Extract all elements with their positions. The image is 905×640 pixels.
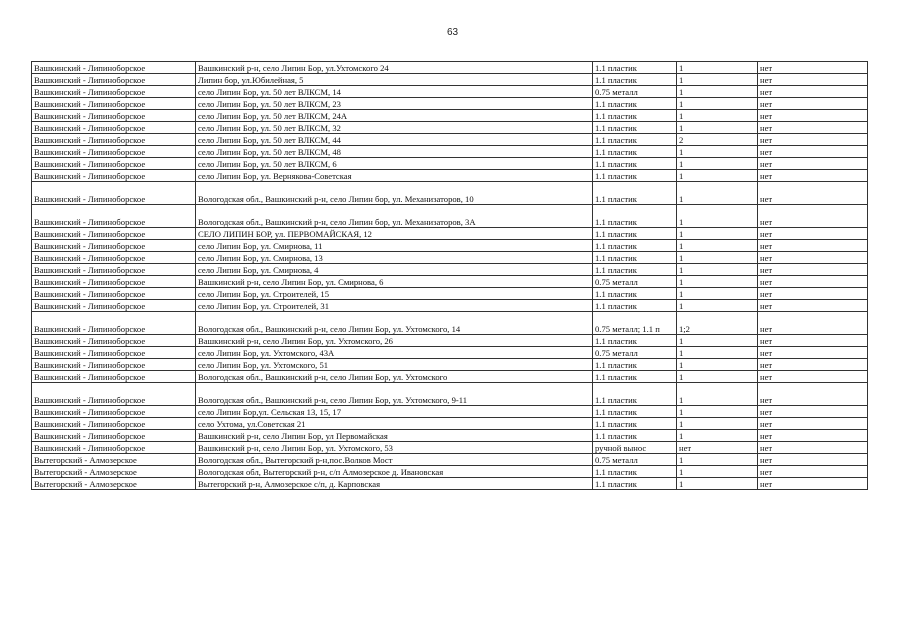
container-type-cell: 1.1 пластик [593,466,677,478]
container-type-cell: 1.1 пластик [593,228,677,240]
container-type-cell: 1.1 пластик [593,146,677,158]
container-type-cell: 1.1 пластик [593,406,677,418]
municipality-cell: Вашкинский - Липиноборское [32,430,196,442]
container-count-cell: 1 [677,288,758,300]
container-type-cell: 1.1 пластик [593,170,677,182]
container-count-cell: 2 [677,134,758,146]
address-cell: село Липин Бор, ул. Вернякова-Советская [196,170,593,182]
container-count-cell: 1 [677,359,758,371]
table-row [32,454,868,466]
container-count-cell: 1 [677,228,758,240]
municipality-cell: Вашкинский - Липиноборское [32,442,196,454]
flag-cell: нет [758,288,868,300]
container-type-cell: 1.1 пластик [593,98,677,110]
address-cell: Вашкинский р-н, село Липин Бор, ул. Смирнова, 6 [196,276,593,288]
address-cell: село Липин Бор, ул. Смирнова, 11 [196,240,593,252]
flag-cell: нет [758,86,868,98]
container-count-cell: 1 [677,98,758,110]
container-count-cell: 1 [677,347,758,359]
table-row [32,158,868,170]
table-row [32,170,868,182]
container-type-cell: 1.1 пластик [593,134,677,146]
table-row [32,122,868,134]
container-count-cell: 1 [677,430,758,442]
flag-cell: нет [758,98,868,110]
container-type-cell: 1.1 пластик [593,74,677,86]
flag-cell: нет [758,74,868,86]
municipality-cell: Вашкинский - Липиноборское [32,74,196,86]
address-cell: Вологодская обл., Вашкинский р-н, село Липин Бор, ул. Ухтомского, 14 [196,312,593,335]
table-row [32,300,868,312]
table-row [32,478,868,490]
address-cell: Вологодская обл, Вытегорский р-н, с/п Алмозерское д. Ивановская [196,466,593,478]
table-row [32,347,868,359]
container-count-cell: 1 [677,110,758,122]
address-cell: Вологодская обл., Вашкинский р-н, село Липин Бор, ул. Ухтомского [196,371,593,383]
address-cell: село Липин Бор, ул. 50 лет ВЛКСМ, 24А [196,110,593,122]
table-row [32,418,868,430]
municipality-cell: Вытегорский - Алмозерское [32,454,196,466]
municipality-cell: Вашкинский - Липиноборское [32,335,196,347]
table-row [32,240,868,252]
address-cell: Вашкинский р-н, село Липин Бор, ул. Ухтомского, 53 [196,442,593,454]
address-cell: село Липин Бор, ул. Смирнова, 4 [196,264,593,276]
municipality-cell: Вашкинский - Липиноборское [32,170,196,182]
address-cell: село Липин Бор, ул. 50 лет ВЛКСМ, 23 [196,98,593,110]
container-type-cell: 1.1 пластик [593,478,677,490]
flag-cell: нет [758,134,868,146]
address-cell: село Липин Бор, ул. 50 лет ВЛКСМ, 14 [196,86,593,98]
flag-cell: нет [758,240,868,252]
address-cell: село Липин Бор, ул. Ухтомского, 43А [196,347,593,359]
container-type-cell: 1.1 пластик [593,62,677,74]
table-row [32,312,868,335]
container-count-cell: 1 [677,205,758,228]
address-cell: Вашкинский р-н, село Липин Бор, ул. Ухтомского, 26 [196,335,593,347]
address-cell: Вологодская обл., Вашкинский р-н, село Липин бор, ул. Механизаторов, 10 [196,182,593,205]
address-cell: Вологодская обл., Вашкинский р-н, село Липин Бор, ул. Ухтомского, 9-11 [196,383,593,406]
container-count-cell: 1 [677,62,758,74]
municipality-cell: Вашкинский - Липиноборское [32,158,196,170]
municipality-cell: Вашкинский - Липиноборское [32,205,196,228]
flag-cell: нет [758,371,868,383]
container-count-cell: 1 [677,335,758,347]
table-row [32,182,868,205]
table-row [32,134,868,146]
municipality-cell: Вытегорский - Алмозерское [32,478,196,490]
address-cell: село Липин Бор, ул. Смирнова, 13 [196,252,593,264]
address-cell: село Липин Бор, ул. 50 лет ВЛКСМ, 32 [196,122,593,134]
address-cell: Вологодская обл., Вашкинский р-н, село Липин бор, ул. Механизаторов, 3А [196,205,593,228]
address-cell: село Липин Бор, ул. 50 лет ВЛКСМ, 6 [196,158,593,170]
container-type-cell: 0.75 металл; 1.1 п [593,312,677,335]
container-type-cell: 1.1 пластик [593,122,677,134]
container-type-cell: 1.1 пластик [593,300,677,312]
table-row [32,98,868,110]
table-row [32,371,868,383]
flag-cell: нет [758,406,868,418]
container-type-cell: 1.1 пластик [593,158,677,170]
address-cell: село Липин Бор, ул. Строителей, 31 [196,300,593,312]
municipality-cell: Вытегорский - Алмозерское [32,466,196,478]
flag-cell: нет [758,228,868,240]
container-count-cell: 1 [677,466,758,478]
container-count-cell: 1 [677,300,758,312]
waste-sites-table [31,61,868,490]
flag-cell: нет [758,276,868,288]
table-row [32,383,868,406]
municipality-cell: Вашкинский - Липиноборское [32,406,196,418]
flag-cell: нет [758,182,868,205]
table-body [32,62,868,490]
container-type-cell: 1.1 пластик [593,252,677,264]
container-type-cell: 1.1 пластик [593,288,677,300]
table-row [32,442,868,454]
municipality-cell: Вашкинский - Липиноборское [32,264,196,276]
flag-cell: нет [758,146,868,158]
table-row [32,228,868,240]
municipality-cell: Вашкинский - Липиноборское [32,182,196,205]
flag-cell: нет [758,264,868,276]
municipality-cell: Вашкинский - Липиноборское [32,383,196,406]
table-row [32,110,868,122]
municipality-cell: Вашкинский - Липиноборское [32,288,196,300]
page-number: 63 [446,27,459,38]
address-cell: село Липин Бор, ул. Ухтомского, 51 [196,359,593,371]
container-type-cell: 1.1 пластик [593,182,677,205]
address-cell: село Липин Бор,ул. Сельская 13, 15, 17 [196,406,593,418]
flag-cell: нет [758,383,868,406]
table-row [32,86,868,98]
municipality-cell: Вашкинский - Липиноборское [32,300,196,312]
container-count-cell: 1 [677,170,758,182]
flag-cell: нет [758,205,868,228]
flag-cell: нет [758,347,868,359]
container-count-cell: 1 [677,406,758,418]
flag-cell: нет [758,454,868,466]
address-cell: Вытегорский р-н, Алмозерское с/п, д. Карповская [196,478,593,490]
container-count-cell: 1 [677,454,758,466]
container-count-cell: нет [677,442,758,454]
flag-cell: нет [758,300,868,312]
container-type-cell: 1.1 пластик [593,110,677,122]
container-type-cell: 0.75 металл [593,454,677,466]
municipality-cell: Вашкинский - Липиноборское [32,252,196,264]
container-count-cell: 1;2 [677,312,758,335]
municipality-cell: Вашкинский - Липиноборское [32,276,196,288]
address-cell: Вологодская обл., Вытегорский р-н,пос.Волков Мост [196,454,593,466]
container-type-cell: 1.1 пластик [593,383,677,406]
flag-cell: нет [758,110,868,122]
municipality-cell: Вашкинский - Липиноборское [32,110,196,122]
flag-cell: нет [758,442,868,454]
container-count-cell: 1 [677,158,758,170]
address-cell: Вашкинский р-н, село Липин Бор, ул Первомайская [196,430,593,442]
container-type-cell: 1.1 пластик [593,430,677,442]
flag-cell: нет [758,418,868,430]
flag-cell: нет [758,158,868,170]
container-type-cell: 1.1 пластик [593,205,677,228]
flag-cell: нет [758,466,868,478]
address-cell: Вашкинский р-н, село Липин Бор, ул.Ухтомского 24 [196,62,593,74]
container-type-cell: 1.1 пластик [593,335,677,347]
container-count-cell: 1 [677,276,758,288]
municipality-cell: Вашкинский - Липиноборское [32,122,196,134]
address-cell: село Липин Бор, ул. 50 лет ВЛКСМ, 44 [196,134,593,146]
municipality-cell: Вашкинский - Липиноборское [32,347,196,359]
municipality-cell: Вашкинский - Липиноборское [32,228,196,240]
municipality-cell: Вашкинский - Липиноборское [32,86,196,98]
table-row [32,146,868,158]
container-count-cell: 1 [677,252,758,264]
address-cell: село Липин Бор, ул. Строителей, 15 [196,288,593,300]
table-row [32,335,868,347]
municipality-cell: Вашкинский - Липиноборское [32,418,196,430]
municipality-cell: Вашкинский - Липиноборское [32,98,196,110]
container-type-cell: 1.1 пластик [593,359,677,371]
flag-cell: нет [758,170,868,182]
flag-cell: нет [758,312,868,335]
table-row [32,466,868,478]
table-row [32,62,868,74]
municipality-cell: Вашкинский - Липиноборское [32,62,196,74]
container-count-cell: 1 [677,122,758,134]
municipality-cell: Вашкинский - Липиноборское [32,359,196,371]
flag-cell: нет [758,359,868,371]
table-row [32,74,868,86]
container-count-cell: 1 [677,383,758,406]
container-type-cell: ручной вынос [593,442,677,454]
table-row [32,205,868,228]
table-row [32,359,868,371]
table-row [32,264,868,276]
table-row [32,406,868,418]
flag-cell: нет [758,335,868,347]
container-count-cell: 1 [677,146,758,158]
container-count-cell: 1 [677,86,758,98]
table-row [32,430,868,442]
container-count-cell: 1 [677,418,758,430]
municipality-cell: Вашкинский - Липиноборское [32,146,196,158]
municipality-cell: Вашкинский - Липиноборское [32,134,196,146]
address-cell: СЕЛО ЛИПИН БОР, ул. ПЕРВОМАЙСКАЯ, 12 [196,228,593,240]
container-type-cell: 0.75 металл [593,86,677,98]
container-count-cell: 1 [677,74,758,86]
container-type-cell: 1.1 пластик [593,264,677,276]
container-type-cell: 0.75 металл [593,276,677,288]
table-row [32,288,868,300]
container-count-cell: 1 [677,240,758,252]
container-count-cell: 1 [677,371,758,383]
container-type-cell: 1.1 пластик [593,418,677,430]
flag-cell: нет [758,252,868,264]
municipality-cell: Вашкинский - Липиноборское [32,240,196,252]
table-row [32,276,868,288]
municipality-cell: Вашкинский - Липиноборское [32,312,196,335]
municipality-cell: Вашкинский - Липиноборское [32,371,196,383]
address-cell: село Ухтома, ул.Советская 21 [196,418,593,430]
container-type-cell: 0.75 металл [593,347,677,359]
container-count-cell: 1 [677,182,758,205]
flag-cell: нет [758,62,868,74]
flag-cell: нет [758,122,868,134]
flag-cell: нет [758,430,868,442]
table-row [32,252,868,264]
address-cell: село Липин Бор, ул. 50 лет ВЛКСМ, 48 [196,146,593,158]
container-count-cell: 1 [677,478,758,490]
address-cell: Липин бор, ул.Юбилейная, 5 [196,74,593,86]
container-type-cell: 1.1 пластик [593,240,677,252]
flag-cell: нет [758,478,868,490]
container-type-cell: 1.1 пластик [593,371,677,383]
container-count-cell: 1 [677,264,758,276]
